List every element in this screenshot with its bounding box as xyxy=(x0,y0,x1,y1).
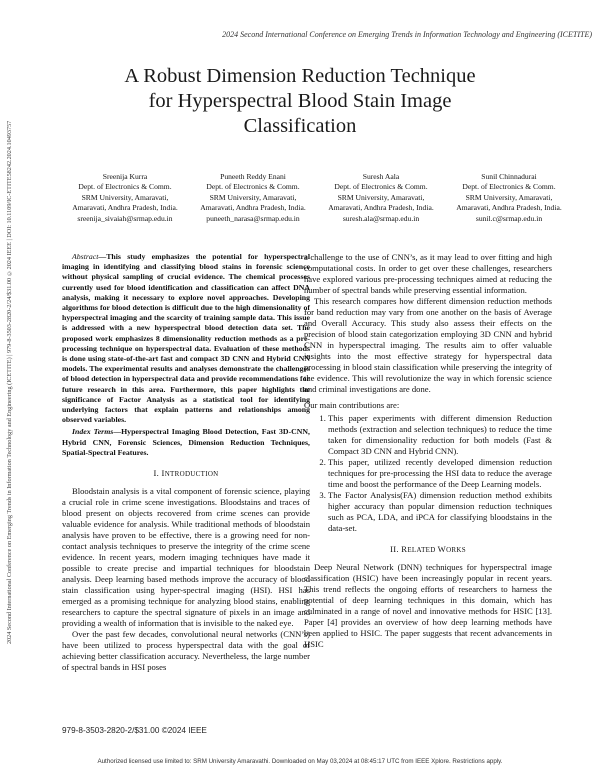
section-heading-related-works: II. RELATED WORKS xyxy=(390,544,466,554)
conference-header: 2024 Second International Conference on Emerging Trends in Information Technology and Engineering (ICETITE) xyxy=(222,30,592,39)
paragraph: Deep Neural Network (DNN) techniques for hyperspectral image classification (HSIC) have been increasingly popular in recent years. This trend reflects the ongoing efforts of researchers to harness the potential of deep learning techniques in this domain, which has culminated in a range of novel and innovative methods for HSIC [13]. Paper [4] provides an overview of how deep learning methods have been applied to HSIC. The paper suggests that recent advancements in HSIC xyxy=(304,562,552,649)
index-terms xyxy=(62,427,310,458)
list-item: 1. This paper experiments with different dimension Reduction methods (extraction and selection techniques) to reduce the time taken for dimensionality reduction for both models (Fast & Compact 3D CNN and Hybrid CNN). xyxy=(328,413,552,457)
author-block xyxy=(60,172,580,234)
author-3 xyxy=(316,172,446,224)
abstract-text: —This study emphasizes the potential for hyperspectral imaging in identifying and classifying blood stains in forensic science without physical sampling of crucial evidence. The chemical processes currently used for blood identification and classification can affect DNA analysis, making it necessary to explore novel approaches. Developing algorithms for blood detection is difficult due to the high dimensionality of hyperspectral imaging and the scarcity of training sample data. This issue is addressed with a new hyperspectral blood detection data set. The proposed work emphasizes 8 dimensionality reduction methods as a pre-processing technique on hyperspectral data. Evaluation of these methods is done using state-of-the-art fast and compact 3D CNN and Hybrid CNN models. The experimental results and analyses demonstrate the challenges of blood detection in hyperspectral data and provide recommendations for future research in this area. Furthermore, this paper highlights the significance of Factor Analysis as a statistical tool for identifying underlying factors that explain patterns and relationships among observed variables. xyxy=(62,252,310,425)
author-dept: Dept. of Electronics & Comm. xyxy=(462,182,556,192)
author-location: Amaravati, Andhra Pradesh, India. xyxy=(456,203,562,213)
index-terms-lead: Index Terms xyxy=(72,427,114,437)
author-location: Amaravati, Andhra Pradesh, India. xyxy=(200,203,306,213)
author-name: Puneeth Reddy Enani xyxy=(220,172,286,181)
author-email: sunil.c@srmap.edu.in xyxy=(475,213,543,223)
contributions-list xyxy=(304,413,552,534)
paper-title xyxy=(60,64,540,139)
author-dept: Dept. of Electronics & Comm. xyxy=(206,182,300,192)
title-line: Classification xyxy=(243,115,357,137)
left-column xyxy=(62,252,310,673)
contributions-intro: Our main contributions are: xyxy=(304,400,400,410)
section-heading-introduction: I. INTRODUCTION xyxy=(153,468,219,479)
list-item: 3. The Factor Analysis(FA) dimension reduction method exhibits higher accuracy than popular dimension reduction techniques such as PCA, LDA, and iPCA for classifying bloodstains in the data-set. xyxy=(328,490,552,534)
author-email: puneeth_narasa@srmap.edu.in xyxy=(206,213,300,223)
author-name: Sreenija Kurra xyxy=(102,172,148,181)
license-footer: Authorized licensed use limited to: SRM University Amaravathi. Downloaded on May 03,2024 at 08:45:17 UTC from IEEE Xplore. Restrictions apply. xyxy=(97,758,503,765)
side-identifier: 2024 Second International Conference on Emerging Trends in Information Technology and Engineering (ICETITE) | 979-8-3503-2820-2/24/$31.00 ©2024 IEEE | DOI: 10.1109/IC-ETITE58242.2024.10493757 xyxy=(6,120,13,644)
author-4 xyxy=(444,172,574,224)
paragraph: a challenge to the use of CNN’s, as it may lead to over fitting and high computational costs. In order to get over these challenges, researchers have explored various pre-processing techniques aimed at reducing the number of spectral bands while preserving essential information. xyxy=(304,252,552,295)
title-line: for Hyperspectral Blood Stain Image xyxy=(148,90,452,112)
paragraph: This research compares how different dimension reduction methods for band reduction may vary from one another on the basis of Average and Overall Accuracy. This study also assess their effects on the precision of blood stain categorization employing 3D CNN and hybrid CNN in hyperspectral imaging. The results aim to offer valuable insights into the most effective strategy for hyperspectral data processing in blood stain classification while preserving the integrity of the evidence. This will revolutionize the way in which forensic science and criminal investigations are done. xyxy=(304,296,552,394)
author-dept: Dept. of Electronics & Comm. xyxy=(334,182,428,192)
author-name: Suresh Aala xyxy=(362,172,400,181)
author-university: SRM University, Amaravati, xyxy=(209,192,297,202)
author-university: SRM University, Amaravati, xyxy=(465,192,553,202)
author-university: SRM University, Amaravati, xyxy=(337,192,425,202)
author-2 xyxy=(188,172,318,224)
author-1 xyxy=(60,172,190,224)
author-email: suresh.ala@srmap.edu.in xyxy=(342,213,420,223)
paragraph: Bloodstain analysis is a vital component of forensic science, playing a crucial role in crime scene investigations. Bloodstains and traces of blood present on objects recovered from crime scenes can provide valuable evidence for analysis. While traditional methods of bloodstain analysis have proven to be effective, there is a growing need for non-contact analysis techniques to preserve the integrity of the crime scene evidence. In recent years, modern imaging techniques have made it possible to create precise and impartial techniques for bloodstain analysis. Deep learning based methods improve the accuracy of blood stain classification using hyper-spectral imaging (HSI). HSI has emerged as a promising technique for analyzing blood stains, enabling researchers to capture the spectral signature of pixels in an image and providing a wealth of information that is invisible to the naked eye. xyxy=(62,486,310,629)
title-line: A Robust Dimension Reduction Technique xyxy=(124,65,476,87)
list-item: 2. This paper, utilized recently developed dimension reduction techniques for pre-processing the HSI data to reduce the average time and boost the performance of the Deep Learning models. xyxy=(328,457,552,490)
author-location: Amaravati, Andhra Pradesh, India. xyxy=(328,203,434,213)
author-email: sreenija_sivaiah@srmap.edu.in xyxy=(77,213,173,223)
abstract-lead: Abstract xyxy=(72,252,99,261)
isbn-line: 979-8-3503-2820-2/$31.00 ©2024 IEEE xyxy=(62,726,207,735)
abstract xyxy=(62,252,310,425)
index-terms-text: —Hyperspectral Imaging Blood Detection, Fast 3D-CNN, Hybrid CNN, Forensic Sciences, Dimension Reduction Techniques, Spatial-Spectral Features. xyxy=(62,427,310,457)
author-university: SRM University, Amaravati, xyxy=(81,192,169,202)
author-name: Sunil Chinnadurai xyxy=(481,172,537,181)
author-dept: Dept. of Electronics & Comm. xyxy=(78,182,172,192)
author-location: Amaravati, Andhra Pradesh, India. xyxy=(72,203,178,213)
right-column xyxy=(304,252,552,650)
paragraph: Over the past few decades, convolutional neural networks (CNN’s) have been utilized to process hyperspectral data with the goal of achieving better classification accuracy. Nevertheless, the large number of spectral bands in HSI poses xyxy=(62,629,310,673)
